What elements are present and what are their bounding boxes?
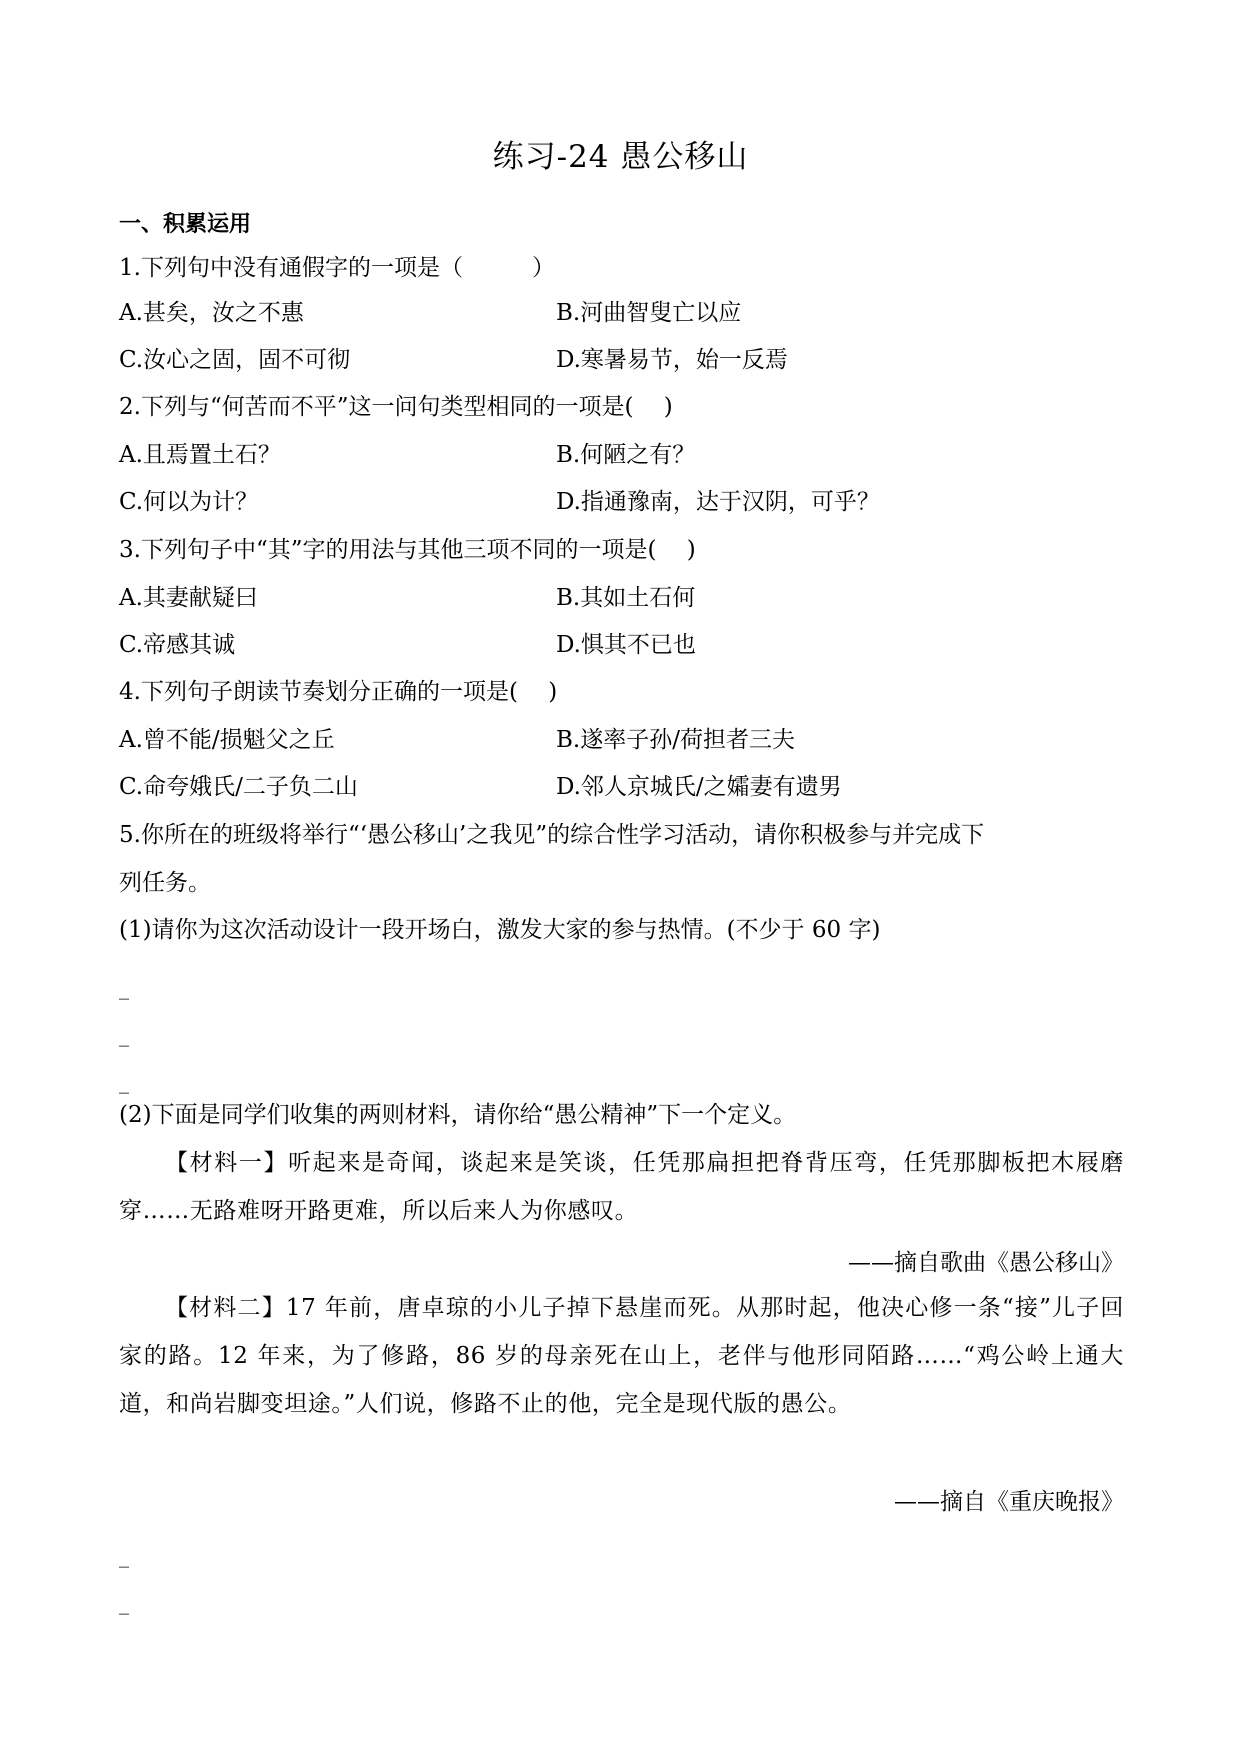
question-4-option-a: A.曾不能/损魁父之丘: [119, 727, 335, 753]
question-3-option-b: B.其如土石何: [556, 585, 696, 611]
question-1-stem: 1.下列句中没有通假字的一项是（ ）: [119, 255, 555, 281]
question-3-option-d: D.惧其不已也: [556, 632, 696, 658]
question-1-option-b: B.河曲智叟亡以应: [556, 300, 742, 326]
answer-blank[interactable]: _: [119, 976, 129, 1000]
question-4-option-c: C.命夸娥氏/二子负二山: [119, 774, 358, 800]
material-1-source: ——摘自歌曲《愚公移山》: [848, 1250, 1124, 1276]
question-5-stem-continued: 列任务。: [119, 870, 211, 896]
material-2: 【材料二】17 年前，唐卓琼的小儿子掉下悬崖而死。从那时起，他决心修一条“接”儿子回家的路。12 年来，为了修路，86 岁的母亲死在山上，老伴与他形同陌路……“鸡公岭上通大道，和尚岩脚变坦途。”人们说，修路不止的他，完全是现代版的愚公。: [119, 1295, 1124, 1417]
material-1: 【材料一】听起来是奇闻，谈起来是笑谈，任凭那扁担把脊背压弯，任凭那脚板把木屐磨穿……无路难呀开路更难，所以后来人为你感叹。: [119, 1150, 1124, 1224]
section-heading: 一、积累运用: [119, 212, 252, 237]
answer-blank[interactable]: _: [119, 1023, 129, 1047]
question-2-option-c: C.何以为计？: [119, 489, 259, 515]
question-3-option-a: A.其妻献疑曰: [119, 585, 258, 611]
question-5-sub-1: (1)请你为这次活动设计一段开场白，激发大家的参与热情。(不少于 60 字): [119, 917, 881, 943]
page-title: 练习-24 愚公移山: [492, 139, 749, 175]
question-4-option-b: B.遂率子孙/荷担者三夫: [556, 727, 795, 753]
question-5-stem: 5.你所在的班级将举行“‘愚公移山’之我见”的综合性学习活动，请你积极参与并完成下: [119, 822, 985, 848]
material-2-source: ——摘自《重庆晚报》: [894, 1489, 1124, 1515]
answer-blank[interactable]: _: [119, 1070, 129, 1094]
question-1-option-c: C.汝心之固，固不可彻: [119, 347, 351, 373]
question-4-option-d: D.邻人京城氏/之孀妻有遗男: [556, 774, 842, 800]
question-1-option-a: A.甚矣，汝之不惠: [119, 300, 304, 326]
answer-blank[interactable]: _: [119, 1591, 129, 1615]
question-3-option-c: C.帝感其诚: [119, 632, 236, 658]
question-2-option-d: D.指通豫南，达于汉阴，可乎？: [556, 489, 880, 515]
question-2-stem: 2.下列与“何苦而不平”这一问句类型相同的一项是( ): [119, 394, 673, 420]
question-2-option-a: A.且焉置土石？: [119, 442, 281, 468]
question-4-stem: 4.下列句子朗读节奏划分正确的一项是( ): [119, 679, 558, 705]
answer-blank[interactable]: _: [119, 1544, 129, 1568]
question-2-option-b: B.何陋之有？: [556, 442, 696, 468]
question-5-sub-2: (2)下面是同学们收集的两则材料，请你给“愚公精神”下一个定义。: [119, 1102, 797, 1128]
question-1-option-d: D.寒暑易节，始一反焉: [556, 347, 788, 373]
question-3-stem: 3.下列句子中“其”字的用法与其他三项不同的一项是( ): [119, 537, 696, 563]
